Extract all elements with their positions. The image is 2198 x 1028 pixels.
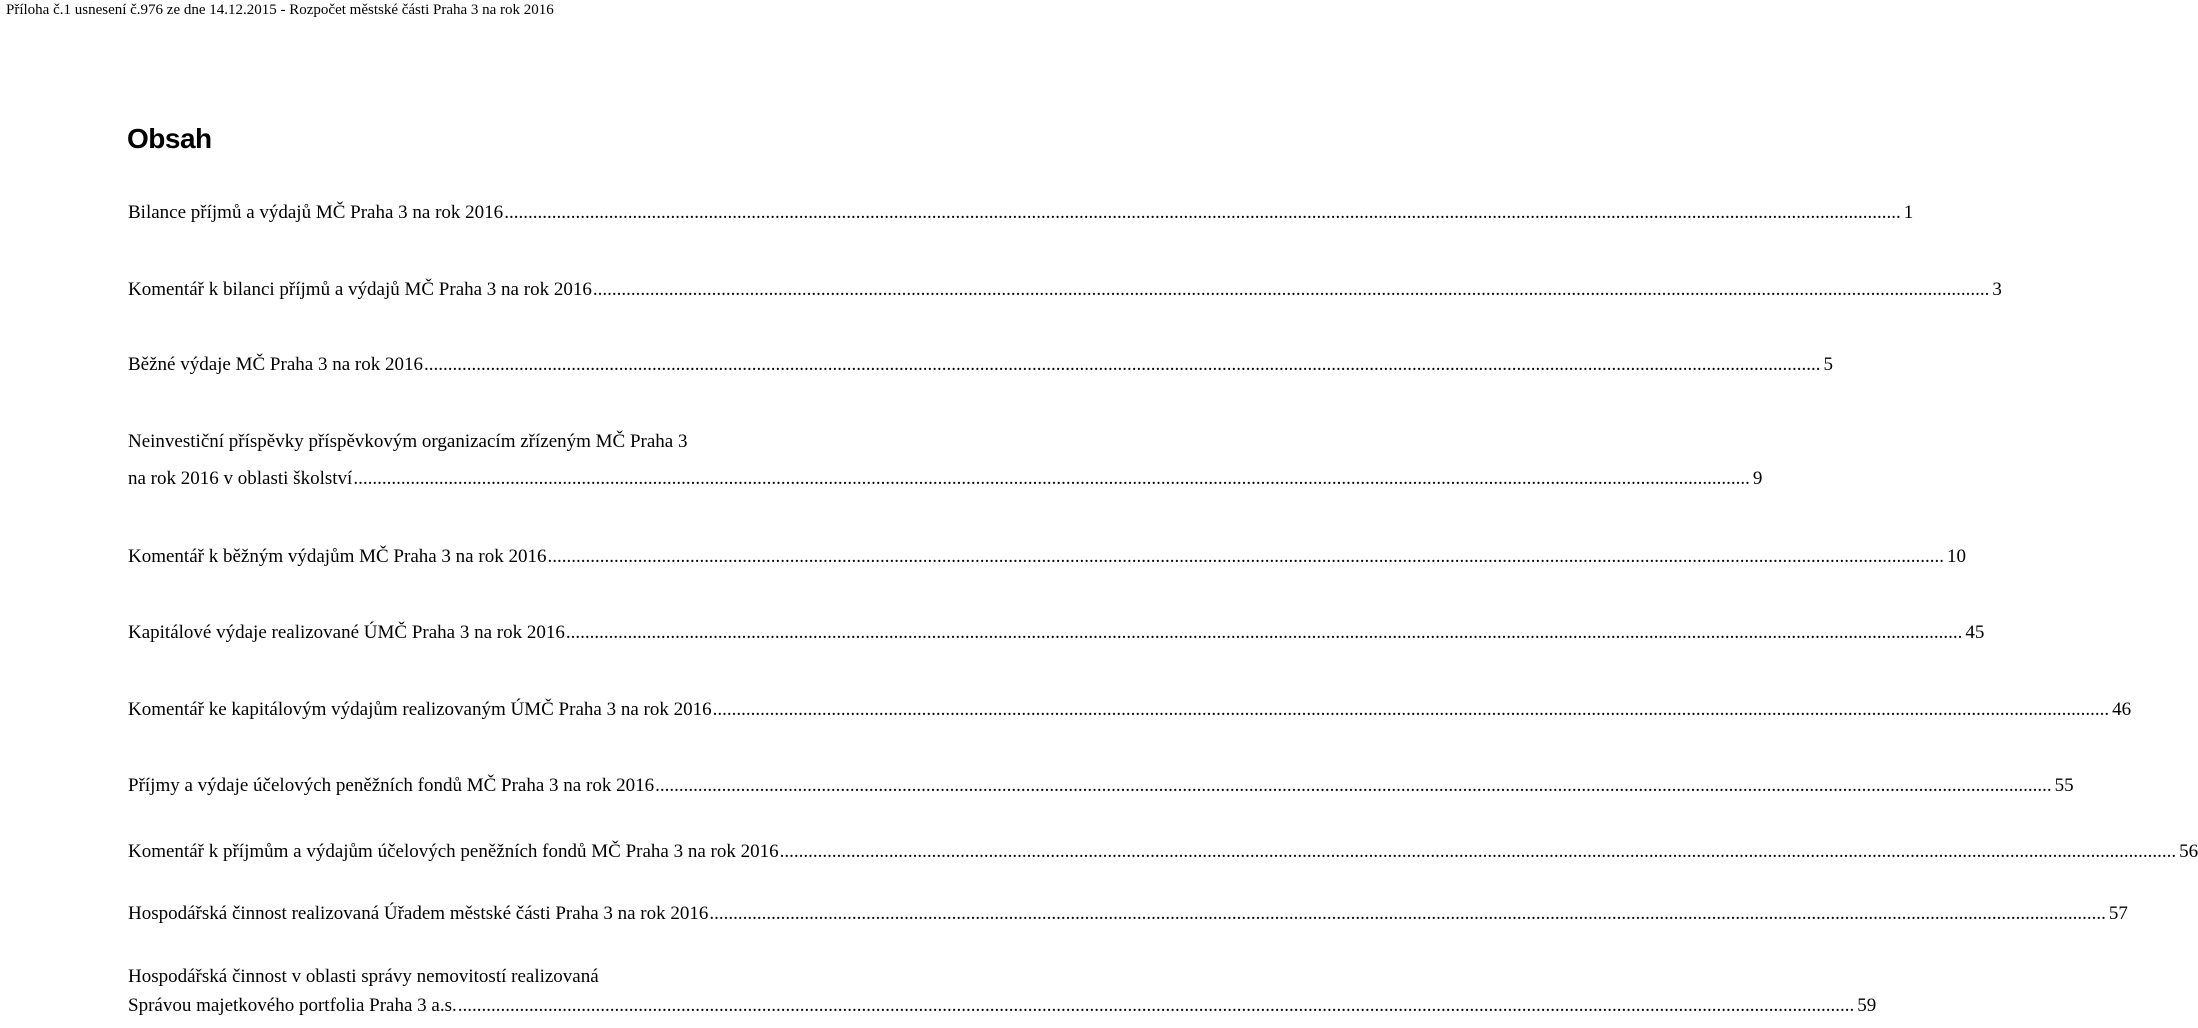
- toc-dot-leader: [593, 276, 1990, 304]
- toc-page-number: 55: [2054, 775, 2074, 796]
- toc-entry[interactable]: [128, 543, 1966, 571]
- toc-dot-leader: [458, 992, 1855, 1020]
- toc-entry[interactable]: [128, 838, 2198, 866]
- toc-entry[interactable]: [128, 696, 2132, 724]
- toc-dot-leader: [353, 465, 1750, 493]
- toc-page-number: 3: [1992, 279, 2002, 300]
- toc-entry-title: Kapitálové výdaje realizované ÚMČ Praha 3 na rok 2016: [128, 622, 565, 643]
- toc-entry-title: Komentář k příjmům a výdajům účelových peněžních fondů MČ Praha 3 na rok 2016: [128, 841, 779, 862]
- toc-entry[interactable]: [128, 900, 2128, 928]
- toc-entry[interactable]: [128, 276, 2002, 304]
- toc-entry-title: Běžné výdaje MČ Praha 3 na rok 2016: [128, 354, 423, 375]
- toc-page-number: 45: [1965, 622, 1985, 643]
- toc-dot-leader: [547, 543, 1944, 571]
- toc-entry-title: Komentář k bilanci příjmů a výdajů MČ Praha 3 na rok 2016: [128, 279, 592, 300]
- toc-entry-title: na rok 2016 v oblasti školství: [128, 468, 353, 489]
- toc-entry-title-line: Hospodářská činnost v oblasti správy nemovitostí realizovaná: [128, 966, 599, 987]
- toc-dot-leader: [713, 696, 2110, 724]
- toc-page-number: 9: [1752, 468, 1763, 489]
- toc-entry-title: Správou majetkového portfolia Praha 3 a.s.: [128, 995, 457, 1016]
- toc-page-number: 46: [2112, 699, 2132, 720]
- toc-dot-leader: [709, 900, 2106, 928]
- toc-page-number: 57: [2108, 903, 2128, 924]
- toc-dot-leader: [504, 199, 1901, 227]
- toc-entry-title: Hospodářská činnost realizovaná Úřadem městské části Praha 3 na rok 2016: [128, 903, 709, 924]
- toc-entry-title: Bilance příjmů a výdajů MČ Praha 3 na rok 2016: [128, 202, 504, 223]
- toc-entry-title-line: Neinvestiční příspěvky příspěvkovým organizacím zřízeným MČ Praha 3: [128, 431, 688, 452]
- toc-entry-title: Komentář k běžným výdajům MČ Praha 3 na rok 2016: [128, 546, 547, 567]
- toc-dot-leader: [780, 838, 2177, 866]
- toc-entry[interactable]: [128, 772, 2074, 800]
- toc-entry[interactable]: [128, 351, 1833, 379]
- toc-entry[interactable]: [128, 619, 1985, 647]
- toc-page-number: 59: [1857, 995, 1877, 1016]
- toc-entry[interactable]: [128, 199, 1914, 227]
- toc-entry-title: Příjmy a výdaje účelových peněžních fondů MČ Praha 3 na rok 2016: [128, 775, 655, 796]
- toc-dot-leader: [424, 351, 1821, 379]
- toc-page-number: 5: [1823, 354, 1833, 375]
- toc-dot-leader: [566, 619, 1963, 647]
- page-title: Obsah: [127, 123, 212, 154]
- toc-page-number: 10: [1946, 546, 1966, 567]
- toc-entry[interactable]: [128, 428, 1763, 493]
- toc-entry[interactable]: [128, 963, 1877, 1020]
- toc-entry-title: Komentář ke kapitálovým výdajům realizovaným ÚMČ Praha 3 na rok 2016: [128, 699, 712, 720]
- toc-page-number: 1: [1903, 202, 1914, 223]
- toc-page-number: 56: [2179, 841, 2198, 862]
- document-header: Příloha č.1 usnesení č.976 ze dne 14.12.2015 - Rozpočet městské části Praha 3 na rok 2016: [6, 2, 554, 18]
- toc-dot-leader: [655, 772, 2052, 800]
